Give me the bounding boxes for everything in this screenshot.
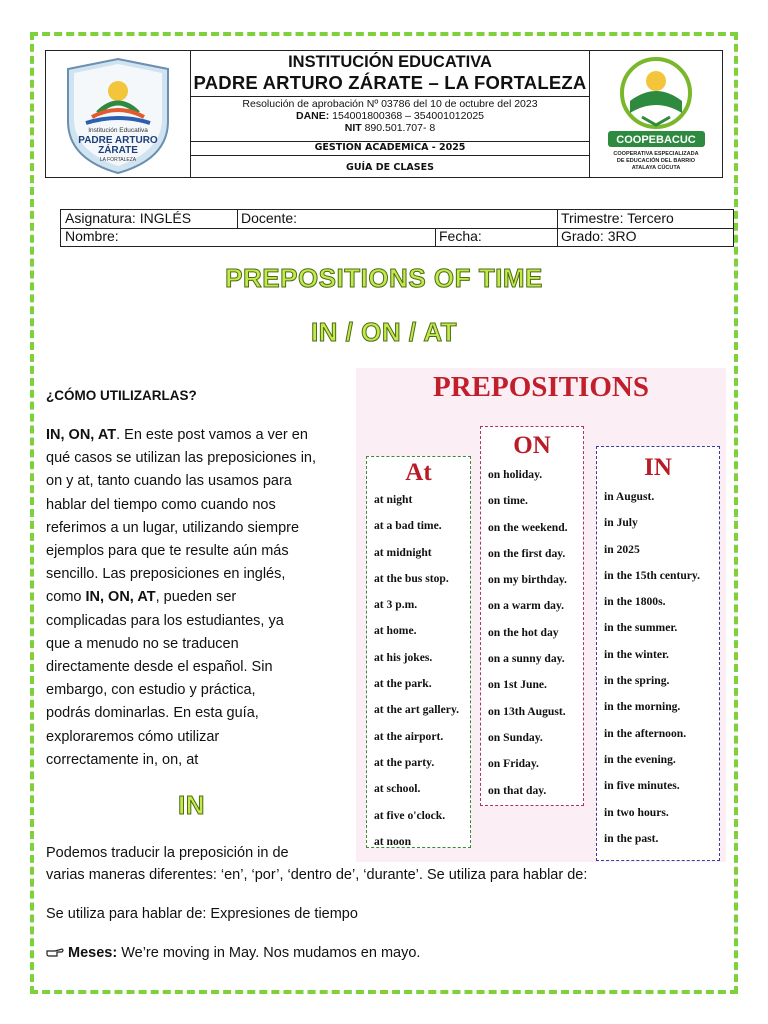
svg-text:COOPERATIVA ESPECIALIZADA: COOPERATIVA ESPECIALIZADA (613, 151, 699, 157)
at-example-item: at the park. (374, 677, 432, 691)
docente-field: Docente: (241, 210, 298, 226)
in-box (596, 446, 720, 861)
guia-label: GUÍA DE CLASES (346, 162, 434, 173)
svg-text:DE EDUCACIÓN DEL BARRIO: DE EDUCACIÓN DEL BARRIO (616, 158, 696, 164)
prepositions-title: PREPOSITIONS (433, 371, 649, 403)
at-example-item: at the airport. (374, 729, 444, 743)
at-example-item: at home. (374, 624, 417, 638)
section-heading: ¿CÓMO UTILIZARLAS? (46, 388, 197, 403)
page-title: PREPOSITIONS OF TIME (225, 263, 543, 293)
at-example-item: at noon (374, 834, 412, 848)
on-example-item: on the hot day (488, 625, 559, 639)
trimestre-field: Trimestre: Tercero (561, 210, 674, 226)
in-paragraph-line-2: varias maneras diferentes: ‘en’, ‘por’, ‘dentro de’, ‘durante’. Se utiliza para hablar de: (46, 867, 588, 883)
at-example-item: at the bus stop. (374, 571, 449, 585)
nombre-field: Nombre: (65, 228, 119, 244)
pointing-hand-icon (46, 943, 64, 955)
in-example-item: in the winter. (604, 647, 669, 661)
in-example-item: in the 1800s. (604, 595, 666, 609)
on-box (480, 426, 584, 806)
on-example-item: on a warm day. (488, 599, 565, 613)
at-example-item: at five o'clock. (374, 808, 446, 822)
on-example-item: on the weekend. (488, 520, 568, 534)
svg-text:PADRE ARTURO: PADRE ARTURO (78, 135, 158, 146)
in-example-item: in the summer. (604, 621, 678, 635)
resolution-block: Resolución de aprobación Nº 03786 del 10 de octubre del 2023 DANE: 154001800368 – 354001012025 NIT 890.501.707- 8 (191, 98, 589, 134)
at-example-item: at night (374, 493, 413, 506)
at-heading: At (405, 459, 432, 486)
gestion-label: GESTION ACADEMICA - 2025 (314, 142, 466, 153)
school-logo (46, 51, 191, 177)
in-example-item: in the past. (604, 831, 659, 845)
asignatura-field: Asignatura: INGLÉS (65, 210, 192, 226)
in-example-item: in August. (604, 490, 655, 503)
prepositions-infographic (356, 368, 726, 862)
meses-example: Meses: We’re moving in May. Nos mudamos en mayo. (46, 942, 420, 965)
on-example-item: on 1st June. (488, 678, 547, 692)
at-example-item: at the art gallery. (374, 703, 459, 717)
svg-text:ZÁRATE: ZÁRATE (98, 145, 138, 156)
in-example-item: in the afternoon. (604, 726, 687, 740)
on-example-item: on Sunday. (488, 730, 543, 744)
svg-text:Institución Educativa: Institución Educativa (88, 127, 148, 134)
on-example-item: on my birthday. (488, 573, 567, 587)
in-example-item: in July (604, 516, 638, 530)
fecha-field: Fecha: (439, 228, 482, 244)
institution-line-1: INSTITUCIÓN EDUCATIVA (288, 53, 492, 71)
at-box (366, 456, 471, 848)
svg-text:ATALAYA CÚCUTA: ATALAYA CÚCUTA (631, 165, 681, 171)
at-example-item: at the party. (374, 755, 435, 769)
student-info-table (60, 209, 734, 247)
intro-paragraph: IN, ON, AT. En este post vamos a ver en qué casos se utilizan las preposiciones in, on y at, tanto cuando las usamos para hablar del tiempo como cuando nos referimos a un lugar, utilizando siempre ejemplos para que te resulte aún más sencillo. Las preposiciones en inglés, como IN, ON, AT, pueden ser complicadas para los estudiantes, ya que a menudo no se traducen directamente desde el español. Sin embargo, con estudio y práctica, podrás dominarlas. En esta guía, exploraremos cómo utilizar correctamente in, on, at (46, 427, 317, 768)
in-example-item: in the morning. (604, 700, 681, 714)
on-example-item: on the first day. (488, 546, 566, 560)
coopebacuc-logo (589, 51, 722, 177)
in-example-item: in five minutes. (604, 779, 680, 793)
in-example-item: in the 15th century. (604, 568, 700, 582)
on-heading: ON (513, 432, 551, 459)
in-paragraph-line-1: Podemos traducir la preposición in de (46, 845, 289, 861)
svg-text:LA FORTALEZA: LA FORTALEZA (99, 157, 137, 163)
in-example-item: in 2025 (604, 542, 640, 556)
on-example-item: on holiday. (488, 468, 543, 481)
resolution-text: Resolución de aprobación Nº 03786 del 10 de octubre del 2023 (242, 98, 538, 110)
at-example-item: at 3 p.m. (374, 598, 418, 612)
on-example-item: on that day. (488, 783, 547, 797)
on-example-item: on time. (488, 494, 528, 508)
at-example-item: at school. (374, 782, 421, 796)
page-subtitle: IN / ON / AT (310, 317, 458, 347)
svg-text:COOPEBACUC: COOPEBACUC (616, 134, 696, 146)
in-heading: IN (178, 790, 205, 820)
at-example-item: at a bad time. (374, 519, 442, 533)
institution-info (191, 51, 589, 177)
on-example-item: on 13th August. (488, 704, 566, 718)
dane-value: 154001800368 – 354001012025 (329, 110, 484, 122)
in-box-heading: IN (644, 454, 672, 481)
in-example-item: in the evening. (604, 752, 676, 766)
on-example-item: on a sunny day. (488, 652, 565, 666)
grado-field: Grado: 3RO (561, 228, 637, 244)
institution-line-2: PADRE ARTURO ZÁRATE – LA FORTALEZA (193, 72, 587, 93)
nit-value: 890.501.707- 8 (361, 122, 436, 134)
in-example-item: in two hours. (604, 805, 669, 819)
at-example-item: at his jokes. (374, 650, 433, 664)
at-example-item: at midnight (374, 545, 432, 559)
on-example-item: on Friday. (488, 757, 539, 771)
uso-line: Se utiliza para hablar de: Expresiones de tiempo (46, 906, 358, 922)
institution-header (45, 50, 723, 178)
in-example-item: in the spring. (604, 674, 670, 688)
